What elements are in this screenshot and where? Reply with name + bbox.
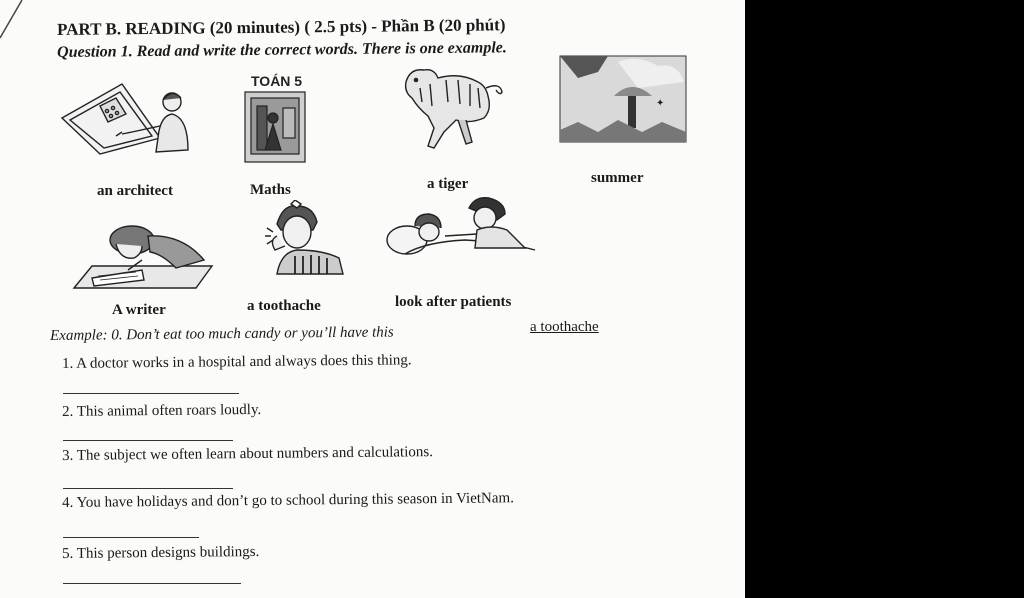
caption-toothache: a toothache <box>247 298 321 314</box>
nurse-patient-icon <box>385 196 540 262</box>
question-instruction: Question 1. Read and write the correct words. There is one example. <box>57 39 507 61</box>
caption-writer: A writer <box>112 302 166 318</box>
toothache-girl-icon <box>263 200 351 276</box>
answer-line-3[interactable] <box>63 488 233 489</box>
book-cover-text: TOÁN 5 <box>251 73 303 89</box>
black-background-area <box>745 0 1024 598</box>
caption-tiger: a tiger <box>427 176 469 192</box>
answer-line-2[interactable] <box>63 440 233 441</box>
svg-text:✦: ✦ <box>656 98 665 109</box>
caption-architect: an architect <box>97 183 173 199</box>
answer-line-1[interactable] <box>63 393 239 394</box>
example-answer: a toothache <box>530 319 599 335</box>
question-2: 2. This animal often roars loudly. <box>62 401 262 420</box>
architect-drawing-icon <box>60 78 195 158</box>
maths-book-icon <box>243 68 309 168</box>
answer-line-5[interactable] <box>63 583 241 584</box>
caption-look-after-patients: look after patients <box>395 294 512 310</box>
question-1: 1. A doctor works in a hospital and always does this thing. <box>62 352 412 372</box>
caption-maths: Maths <box>250 182 291 198</box>
writer-icon <box>72 220 217 292</box>
question-4: 4. You have holidays and don’t go to school during this season in VietNam. <box>62 490 515 511</box>
section-title: PART B. READING (20 minutes) ( 2.5 pts) - Phần B (20 phút) <box>57 15 506 39</box>
page-fold-mark <box>0 0 30 40</box>
question-5: 5. This person designs buildings. <box>62 543 260 562</box>
example-sentence: Example: 0. Don’t eat too much candy or you’ll have this <box>50 324 394 344</box>
tiger-icon <box>400 62 505 154</box>
question-3: 3. The subject we often learn about numbers and calculations. <box>62 444 434 464</box>
summer-landscape-icon <box>558 52 688 146</box>
caption-summer: summer <box>591 170 644 186</box>
answer-line-4[interactable] <box>63 537 199 538</box>
